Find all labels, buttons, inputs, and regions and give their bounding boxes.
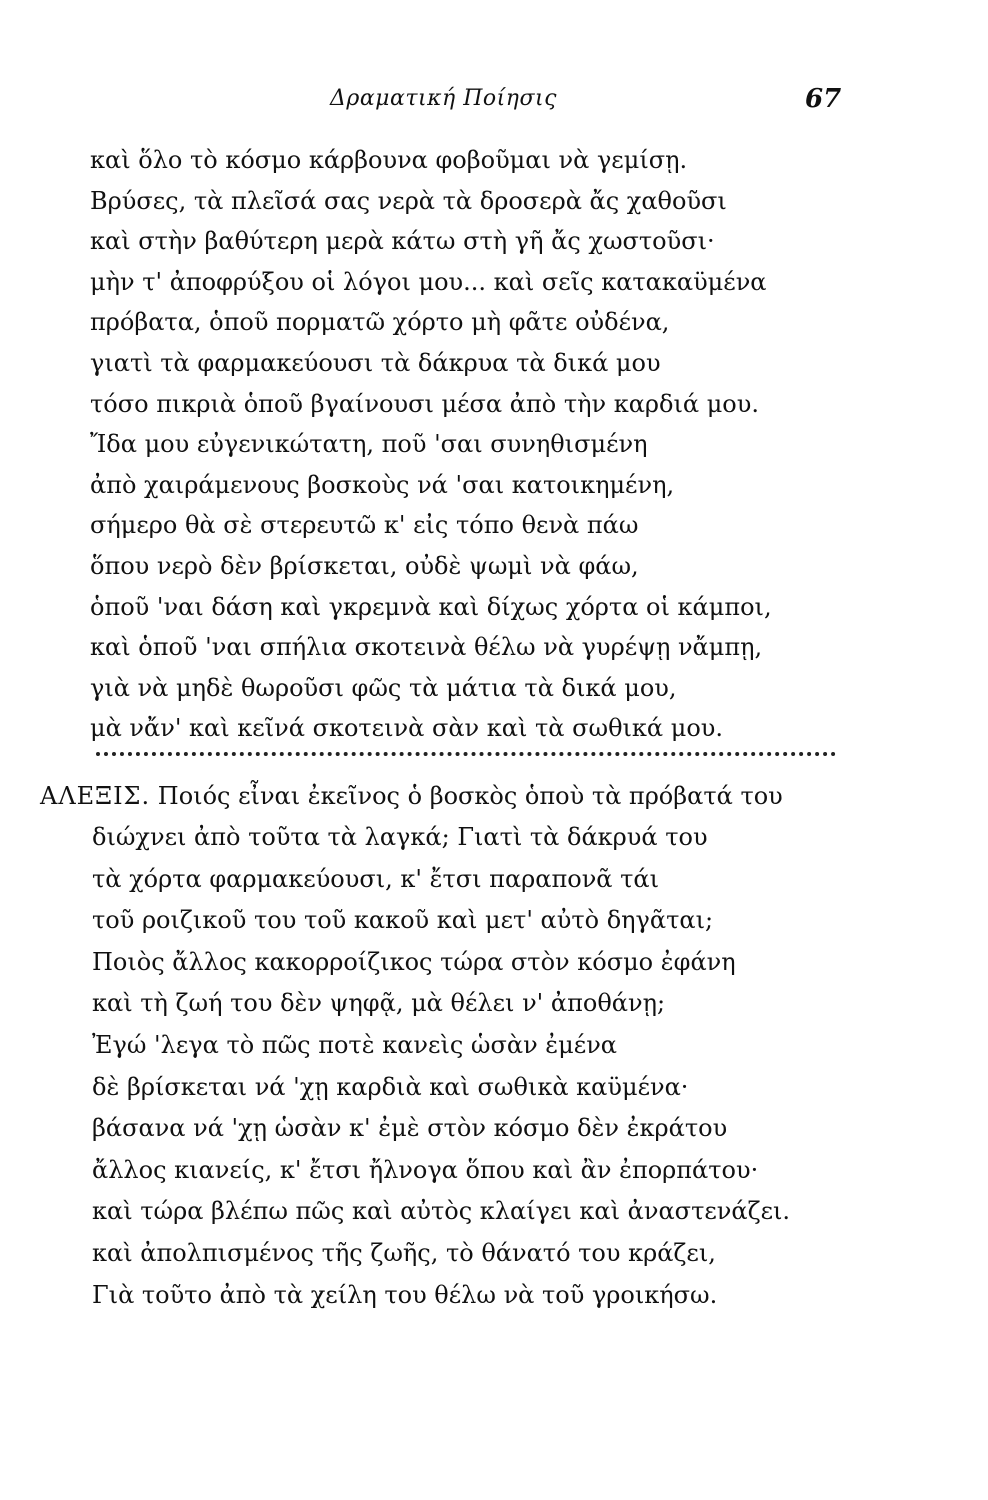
verse-line: Βρύσες, τὰ πλεῖσά σας νερὰ τὰ δροσερὰ ἄς χαθοῦσι [90,186,727,215]
verse-line: Ἴδα μου εὐγενικώτατη, ποῦ 'σαι συνηθισμένη [90,430,648,459]
speech-line: καὶ ἀπολπισμένος τῆς ζωῆς, τὸ θάνατό του κράζει, [92,1238,716,1267]
speech-line: Ποιὸς ἄλλος κακορροίζικος τώρα στὸν κόσμο ἐφάνη [92,947,736,976]
verse-line: μὰ νἄν' καὶ κεῖνά σκοτεινὰ σὰν καὶ τὰ σωθικά μου. [90,714,724,743]
verse-line: καὶ ὅλο τὸ κόσμο κάρβουνα φοβοῦμαι νὰ γεμίσῃ. [90,146,688,174]
speech-line: τοῦ ροιζικοῦ του τοῦ κακοῦ καὶ μετ' αὐτὸ δηγᾶται; [92,906,714,935]
verse-line: τόσο πικριὰ ὁποῦ βγαίνουσι μέσα ἀπὸ τὴν καρδιά μου. [90,389,759,418]
running-title: Δραματική Ποίησις [330,86,557,111]
page-number: 67 [805,84,842,114]
speech-block [40,775,960,1316]
speech-first-line [40,775,960,817]
speech-line: Γιὰ τοῦτο ἀπὸ τὰ χείλη του θέλω νὰ τοῦ γροικήσω. [92,1280,718,1309]
verse-line: ἀπὸ χαιράμενους βοσκοὺς νά 'σαι κατοικημένη, [90,470,675,499]
verse-line: καὶ ὁποῦ 'ναι σπήλια σκοτεινὰ θέλω νὰ γυρέψῃ νἄμπῃ, [90,633,763,662]
speech-line: τὰ χόρτα φαρμακεύουσι, κ' ἔτσι παραπονᾶ τάι [92,864,660,893]
speech-line: καὶ τὴ ζωή του δὲν ψηφᾷ, μὰ θέλει ν' ἀποθάνῃ; [92,989,666,1018]
verse-line: καὶ στὴν βαθύτερη μερὰ κάτω στὴ γῆ ἄς χωστοῦσι· [90,227,715,256]
verse-line: ὁποῦ 'ναι δάση καὶ γκρεμνὰ καὶ δίχως χόρτα οἱ κάμποι, [90,592,772,621]
verse-stanza [90,140,950,749]
verse-line: μὴν τ' ἀποφρύξου οἱ λόγοι μου... καὶ σεῖς κατακαϋμένα [90,267,767,296]
verse-line: γιὰ νὰ μηδὲ θωροῦσι φῶς τὰ μάτια τὰ δικά μου, [90,673,677,702]
verse-line: σήμερο θὰ σὲ στερευτῶ κ' εἰς τόπο θενὰ πάω [90,511,639,540]
verse-line: πρόβατα, ὁποῦ πορματῶ χόρτο μὴ φᾶτε οὐδένα, [90,308,670,337]
speech-line: δὲ βρίσκεται νά 'χῃ καρδιὰ καὶ σωθικὰ καϋμένα· [92,1072,689,1101]
dotted-separator [96,752,836,756]
speech-line: Ποιός εἶναι ἐκεῖνος ὁ βοσκὸς ὁποὺ τὰ πρόβατά του [157,782,783,810]
verse-line: γιατὶ τὰ φαρμακεύουσι τὰ δάκρυα τὰ δικά μου [90,348,661,377]
speech-line: βάσανα νά 'χῃ ὡσὰν κ' ἐμὲ στὸν κόσμο δὲν ἐκράτου [92,1114,728,1143]
speaker-name: ΑΛΕΞΙΣ. [40,782,151,810]
verse-line: ὅπου νερὸ δὲν βρίσκεται, οὐδὲ ψωμὶ νὰ φάω, [90,551,639,580]
speech-line: ἄλλος κιανείς, κ' ἔτσι ἤλνογα ὅπου καὶ ἂν ἐπορπάτου· [92,1155,759,1184]
speech-line: διώχνει ἀπὸ τοῦτα τὰ λαγκά; Γιατὶ τὰ δάκρυά του [92,823,708,851]
speech-line: καὶ τώρα βλέπω πῶς καὶ αὐτὸς κλαίγει καὶ ἀναστενάζει. [92,1197,791,1226]
speech-line: Ἐγώ 'λεγα τὸ πῶς ποτὲ κανεὶς ὡσὰν ἐμένα [92,1030,618,1059]
